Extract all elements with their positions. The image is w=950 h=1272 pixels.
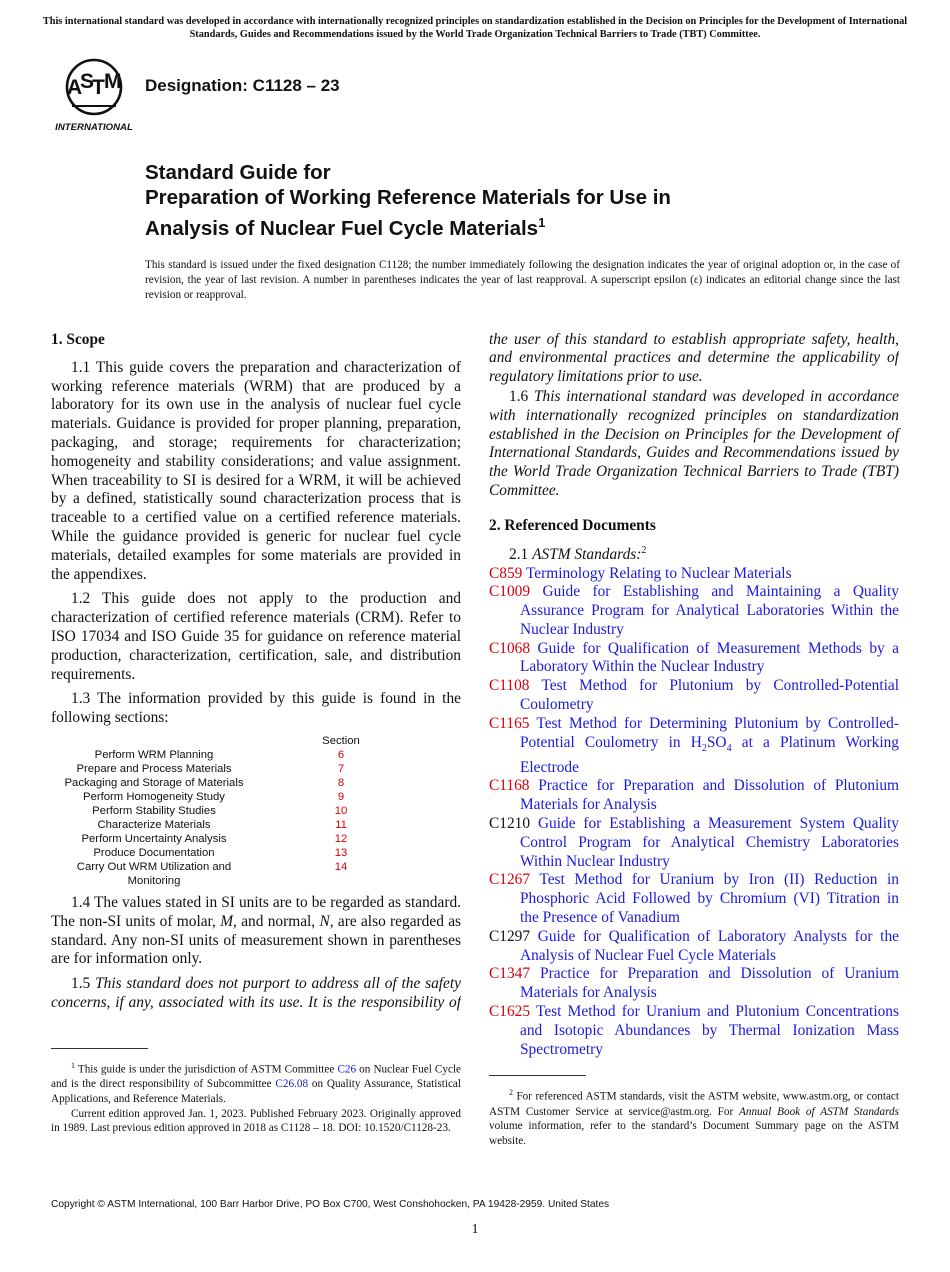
astm-logo [53,58,135,132]
left-column [51,331,461,1136]
title-line-1: Standard Guide for [145,161,331,184]
section-link[interactable]: 7 [337,762,345,775]
ref-code-link[interactable]: C1009 [489,583,531,601]
ref-code-link[interactable]: C1347 [489,965,531,983]
ref-title-link[interactable]: Guide for Qualification of Measurement Methods by a Laboratory Within the Nuclear Industry [520,639,899,676]
svg-text:M: M [104,70,122,93]
reference-item [489,583,899,639]
footnote-1: $^1$ This guide is under the jurisdiction of ASTM Committee C26 on Nuclear Fuel Cycle and is the direct responsibility of Subcommittee C26.08 on Quality Assurance, Statistical Applications, and Reference Materials. [51,1061,461,1106]
section-link[interactable]: 10 [334,804,348,817]
sections-table [51,734,461,888]
ref-code: C1297 [489,927,531,945]
section-link[interactable]: 13 [334,846,348,859]
reference-item [489,677,899,715]
table-row: Perform Homogeneity Study 9 [51,790,461,804]
table-row: Prepare and Process Materials 7 [51,762,461,776]
section-link[interactable]: 11 [335,818,347,831]
section-link[interactable]: 6 [337,748,345,761]
ref-code-link[interactable]: C1267 [489,871,531,889]
table-row: Produce Documentation 13 [51,846,461,860]
footnote-2: $^2$ For referenced ASTM standards, visit the ASTM website, www.astm.org, or contact ASTM Customer Service at service@astm.org. For Annual Book of ASTM Standards volume information, refer to the standard’s Document Summary page on the ASTM website. [489,1088,899,1147]
copyright: Copyright © ASTM International, 100 Barr Harbor Drive, PO Box C700, West Conshohocken, PA 19428-2959. United States [51,1199,610,1210]
designation: Designation: C1128 – 23 [145,76,340,95]
footnote-rule [51,1048,148,1049]
reference-item [489,1003,899,1059]
ref-title-link[interactable]: Test Method for Uranium and Plutonium Concentrations and Isotopic Abundances by Thermal Ionization Mass Spectrometry [520,1002,899,1058]
reference-item [489,815,899,871]
document-title [145,160,845,241]
ref-title-link[interactable]: Test Method for Plutonium by Controlled-Potential Coulometry [520,677,899,714]
svg-text:A: A [67,76,83,99]
ref-title-link[interactable]: Guide for Establishing a Measurement System Quality Control Program for Analytical Chemistry Laboratories Within Nuclear Industry [520,814,899,870]
reference-item [489,965,899,1003]
scope-heading: 1. Scope [51,331,105,348]
title-footnote-mark: 1 [538,215,546,230]
table-row: Monitoring [127,874,181,887]
para-1-5-cont [489,331,899,388]
section-link[interactable]: 12 [334,832,348,845]
wto-notice: This international standard was developed in accordance with internationally recognized principles on standardization established in the Decision on Principles for the Development of International Standards, Guides and Recommendations issued by the World Trade Organization Technical Barriers to Trade (TBT) Committee. [42,16,908,40]
reference-item [489,565,899,584]
c2608-link[interactable]: C26.08 [275,1078,309,1091]
reference-item [489,640,899,678]
issued-note: This standard is issued under the fixed designation C1128; the number immediately following the designation indicates the year of original adoption or, in the case of revision, the year of last revision. A number in parentheses indicates the year of last reapproval. A superscript epsilon (ε) indicates an editorial change since the last revision or reapproval. [145,259,900,301]
para-1-2: 1.2 This guide does not apply to the production and characterization of certified reference materials (CRM). Refer to ISO 17034 and ISO Guide 35 for guidance on reference material production, characterization, certification, sale, and distribution requirements. [51,590,461,683]
ref-code-link[interactable]: C1108 [489,677,530,695]
footnotes-left [51,1059,461,1136]
table-row: Perform Stability Studies 10 [51,804,461,818]
svg-text:S: S [80,70,95,93]
reference-item [489,777,899,815]
footnote-rule [489,1075,586,1076]
ref-code-link[interactable]: C1168 [489,777,530,795]
reference-item [489,715,899,777]
reference-item [489,928,899,966]
para-1-1: 1.1 This guide covers the preparation and characterization of working reference materials (WRM) that are produced by a laboratory for its own use in the analysis of nuclear fuel cycle materials. Guidance is provided for proper planning, preparation, packaging, and storage; requirements for characterization; homogeneity and stability considerations; and value assignment. When traceability to SI is desired for a WRM, it will be achieved by a defined, statistically sound characterization process that is traceable to a certified value on a certified reference materials. While the guidance provided is generic for nuclear fuel cycle materials, detailed examples for some materials are provided in the appendixes. [51,358,461,583]
para-1-5-continued: the user of this standard to establish appropriate safety, health, and environmental practices and determine the applicability of regulatory limitations prior to use. [489,331,899,386]
para-1-5: 1.5 This standard does not purport to address all of the safety concerns, if any, associated with its use. It is the responsibility of [51,975,461,1011]
table-row: Perform WRM Planning 6 [51,748,461,762]
ref-code: C1210 [489,814,531,832]
para-1-6: 1.6 This international standard was developed in accordance with internationally recognized principles on standardization established in the Decision on Principles for the Development of International Standards, Guides and Recommendations issued by the World Trade Organization Technical Barriers to Trade (TBT) Committee. [489,388,899,499]
c26-link[interactable]: C26 [337,1063,357,1076]
footnote-edition: Current edition approved Jan. 1, 2023. Published February 2023. Originally approved in 1989. Last previous edition approved in 2018 as C1128 – 18. DOI: 10.1520/C1128-23. [51,1107,461,1135]
footnotes-right [489,1086,899,1148]
logo-wordmark: INTERNATIONAL [55,122,133,132]
ref-code-link[interactable]: C1068 [489,639,531,657]
table-row: Perform Uncertainty Analysis 12 [51,832,461,846]
ref-title-link[interactable]: Test Method for Uranium by Iron (II) Reduction in Phosphoric Acid Followed by Chromium (VI) Titration in the Presence of Vanadium [520,871,899,926]
ref-title-link[interactable]: Test Method for Determining Plutonium by Controlled-Potential Coulometry in $H_2SO_4$ at a Platinum Working Electrode [520,714,899,776]
ref-title-link[interactable]: Guide for Qualification of Laboratory Analysts for the Analysis of Nuclear Fuel Cycle Materials [520,927,899,964]
section-link[interactable]: 14 [334,860,348,873]
ref-code-link[interactable]: C1165 [489,714,530,732]
astm-standards-label: 2.1 ASTM Standards:$^2$ [509,544,647,563]
ref-code-link[interactable]: C1625 [489,1002,531,1020]
svg-text:T: T [92,76,105,99]
para-1-3: 1.3 The information provided by this guide is found in the following sections: [51,690,461,727]
references-heading: 2. Referenced Documents [489,516,656,534]
sections-header: Section [322,734,360,747]
title-line-3: Analysis of Nuclear Fuel Cycle Materials$^1$ [145,215,546,240]
section-link[interactable]: 9 [337,790,345,803]
ref-title-link[interactable]: Guide for Establishing and Maintaining a Quality Assurance Program for Analytical Laboratories Within the Nuclear Industry [520,583,899,638]
page-number: 1 [471,1222,479,1237]
ref-title-link[interactable]: Practice for Preparation and Dissolution of Uranium Materials for Analysis [520,965,899,1002]
table-row: Packaging and Storage of Materials 8 [51,776,461,790]
table-row: Carry Out WRM Utilization and 14 [51,860,461,874]
ref-code-link[interactable]: C859 [489,564,523,582]
title-line-2: Preparation of Working Reference Materials for Use in [145,186,671,209]
ref-title-link[interactable]: Practice for Preparation and Dissolution of Plutonium Materials for Analysis [520,777,899,814]
para-1-4: 1.4 The values stated in SI units are to be regarded as standard. The non-SI units of molar, M, and normal, N, are also regarded as standard. Any non-SI units of measurement shown in parentheses are for information only. [51,893,462,968]
right-column [489,331,899,1148]
ref-title-link[interactable]: Terminology Relating to Nuclear Materials [525,564,792,582]
reference-item [489,871,899,927]
section-link[interactable]: 8 [337,776,345,789]
table-row: Characterize Materials 11 [51,818,461,832]
